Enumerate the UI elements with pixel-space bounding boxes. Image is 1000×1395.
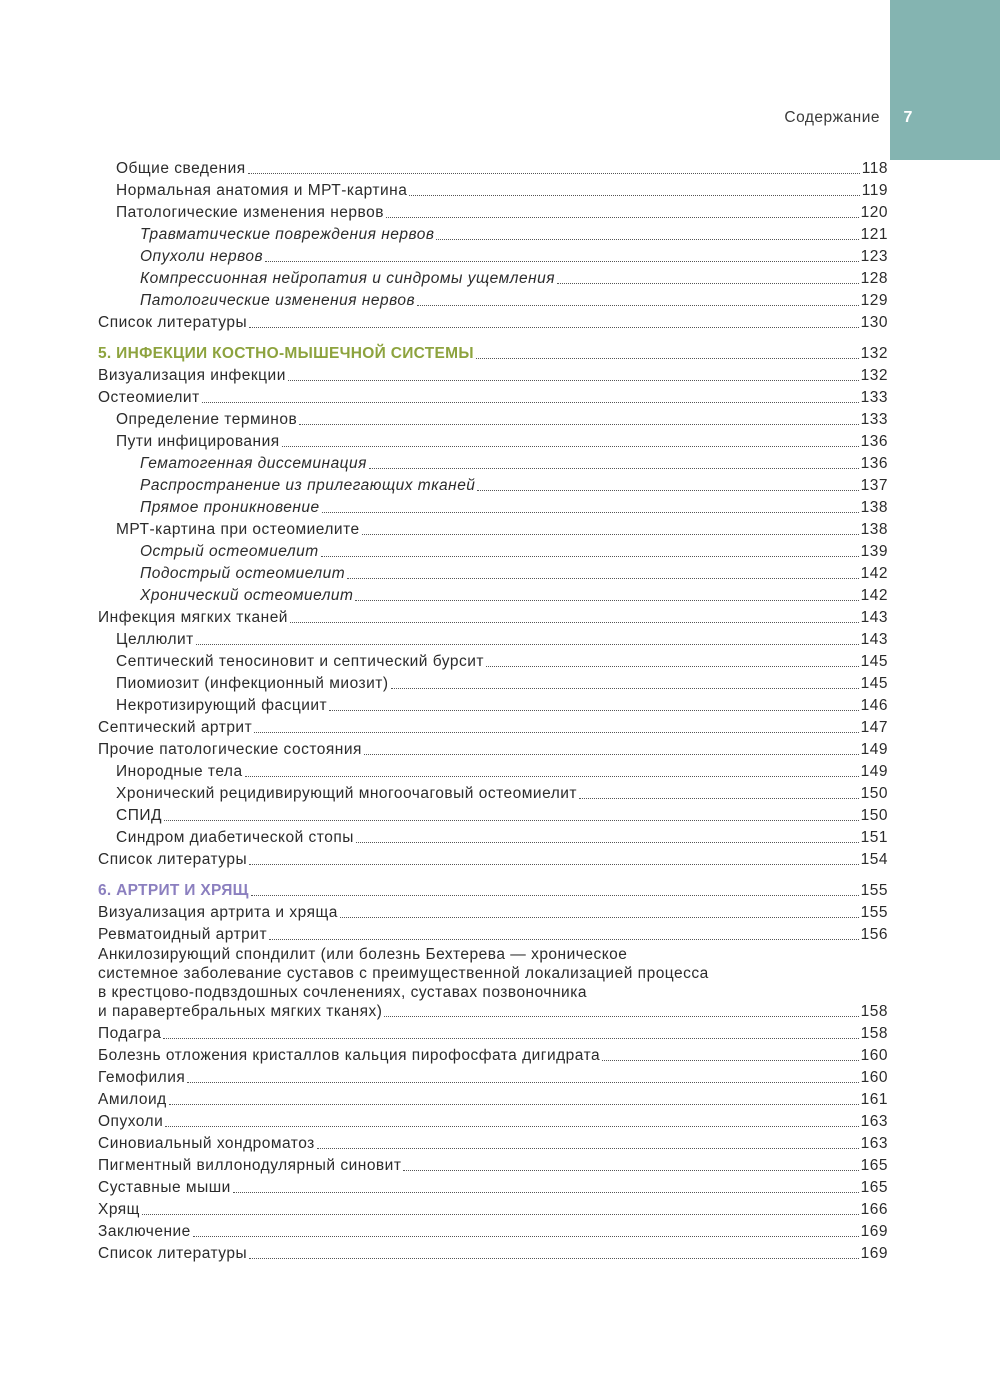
toc-entry-title: Опухоли нервов bbox=[140, 248, 264, 265]
dot-leader bbox=[364, 754, 859, 755]
dot-leader bbox=[299, 424, 858, 425]
toc-entry-multiline[interactable] bbox=[98, 945, 888, 1022]
dot-leader bbox=[347, 578, 858, 579]
toc-entry-title: Острый остеомиелит bbox=[140, 543, 319, 560]
toc-entry-title: Хронический остеомиелит bbox=[140, 587, 354, 604]
toc-page-number: 129 bbox=[860, 292, 888, 309]
toc-entry-title: Инфекция мягких тканей bbox=[98, 609, 288, 626]
toc-entry[interactable] bbox=[98, 1176, 888, 1198]
toc-entry-line: и паравертебральных мягких тканях) bbox=[98, 1003, 383, 1020]
toc-entry[interactable] bbox=[98, 1220, 888, 1242]
toc-entry[interactable] bbox=[98, 201, 888, 223]
toc-entry-title: Суставные мыши bbox=[98, 1179, 231, 1196]
toc-entry-title: Список литературы bbox=[98, 851, 248, 868]
dot-leader bbox=[269, 939, 859, 940]
toc-entry-title: Определение терминов bbox=[116, 411, 298, 428]
toc-entry-title: Амилоид bbox=[98, 1091, 167, 1108]
toc-page-number: 133 bbox=[860, 389, 888, 406]
dot-leader bbox=[369, 468, 859, 469]
toc-entry[interactable] bbox=[98, 289, 888, 311]
toc-page-number: 138 bbox=[860, 499, 888, 516]
toc-page-number: 139 bbox=[860, 543, 888, 560]
toc-page-number: 156 bbox=[860, 926, 888, 943]
toc-page-number: 155 bbox=[860, 882, 888, 899]
toc-entry-title: 5. ИНФЕКЦИИ КОСТНО-МЫШЕЧНОЙ СИСТЕМЫ bbox=[98, 345, 474, 362]
toc-entry-title: Нормальная анатомия и МРТ-картина bbox=[116, 182, 408, 199]
toc-page-number: 137 bbox=[860, 477, 888, 494]
toc-entry[interactable] bbox=[98, 1198, 888, 1220]
dot-leader bbox=[340, 917, 859, 918]
toc-page-number: 150 bbox=[860, 807, 888, 824]
dot-leader bbox=[391, 688, 859, 689]
toc-page-number: 158 bbox=[860, 1025, 888, 1042]
toc-entry-title: Хрящ bbox=[98, 1201, 140, 1218]
toc-page-number: 121 bbox=[860, 226, 888, 243]
toc-entry-title: Общие сведения bbox=[116, 160, 246, 177]
toc-page-number: 154 bbox=[860, 851, 888, 868]
toc-entry[interactable] bbox=[98, 408, 888, 430]
toc-page-number: 120 bbox=[860, 204, 888, 221]
dot-leader bbox=[233, 1192, 859, 1193]
dot-leader bbox=[249, 327, 858, 328]
toc-entry[interactable] bbox=[98, 562, 888, 584]
toc-entry-title: Патологические изменения нервов bbox=[140, 292, 416, 309]
toc-page-number: 143 bbox=[860, 609, 888, 626]
dot-leader bbox=[282, 446, 859, 447]
toc-page-number: 136 bbox=[860, 455, 888, 472]
toc-entry[interactable] bbox=[98, 650, 888, 672]
toc-page-number: 169 bbox=[860, 1245, 888, 1262]
toc-page-number: 161 bbox=[860, 1091, 888, 1108]
dot-leader bbox=[579, 798, 859, 799]
toc-entry-title: Инородные тела bbox=[116, 763, 243, 780]
toc-entry-title: Пути инфицирования bbox=[116, 433, 280, 450]
toc-entry-title: МРТ-картина при остеомиелите bbox=[116, 521, 360, 538]
dot-leader bbox=[355, 600, 858, 601]
toc-page-number: 145 bbox=[860, 675, 888, 692]
toc-page-number: 149 bbox=[860, 741, 888, 758]
toc-entry[interactable] bbox=[98, 804, 888, 826]
dot-leader bbox=[248, 173, 860, 174]
toc-entry[interactable] bbox=[98, 738, 888, 760]
toc-entry[interactable] bbox=[98, 157, 888, 179]
toc-entry[interactable] bbox=[98, 245, 888, 267]
toc-page-number: 138 bbox=[860, 521, 888, 538]
dot-leader bbox=[356, 842, 859, 843]
dot-leader bbox=[602, 1060, 859, 1061]
toc-entry-title: Список литературы bbox=[98, 314, 248, 331]
toc-page-number: 160 bbox=[860, 1069, 888, 1086]
toc-entry[interactable] bbox=[98, 606, 888, 628]
toc-page-number: 160 bbox=[860, 1047, 888, 1064]
toc-entry-title: Пигментный виллонодулярный синовит bbox=[98, 1157, 402, 1174]
dot-leader bbox=[386, 217, 859, 218]
toc-page-number: 136 bbox=[860, 433, 888, 450]
running-title: Содержание bbox=[784, 109, 880, 126]
toc-entry[interactable] bbox=[98, 474, 888, 496]
toc-entry[interactable] bbox=[98, 760, 888, 782]
toc-entry-title: Хронический рецидивирующий многоочаговый остеомиелит bbox=[116, 785, 577, 802]
toc-entry-title: Травматические повреждения нервов bbox=[140, 226, 435, 243]
toc-entry-title: Компрессионная нейропатия и синдромы ущемления bbox=[140, 270, 556, 287]
toc-entry-title: Целлюлит bbox=[116, 631, 194, 648]
toc-entry[interactable] bbox=[98, 179, 888, 201]
toc-entry[interactable] bbox=[98, 223, 888, 245]
dot-leader bbox=[384, 1016, 858, 1017]
toc-entry-title: Синовиальный хондроматоз bbox=[98, 1135, 315, 1152]
toc-entry[interactable] bbox=[98, 923, 888, 945]
dot-leader bbox=[317, 1148, 859, 1149]
toc-page-number: 149 bbox=[860, 763, 888, 780]
toc-entry[interactable] bbox=[98, 311, 888, 333]
toc-entry[interactable] bbox=[98, 1242, 888, 1264]
toc-entry-title: Список литературы bbox=[98, 1245, 248, 1262]
toc-entry-title: Остеомиелит bbox=[98, 389, 200, 406]
toc-entry-title: Прочие патологические состояния bbox=[98, 741, 362, 758]
toc-page-number: 151 bbox=[860, 829, 888, 846]
dot-leader bbox=[249, 864, 858, 865]
dot-leader bbox=[251, 895, 859, 896]
toc-entry[interactable] bbox=[98, 848, 888, 870]
dot-leader bbox=[290, 622, 859, 623]
toc-entry[interactable] bbox=[98, 826, 888, 848]
dot-leader bbox=[321, 556, 859, 557]
toc-page-number: 169 bbox=[860, 1223, 888, 1240]
toc-entry[interactable] bbox=[98, 782, 888, 804]
dot-leader bbox=[486, 666, 859, 667]
toc-page-number: 128 bbox=[860, 270, 888, 287]
toc-entry-title: Ревматоидный артрит bbox=[98, 926, 268, 943]
toc-entry[interactable] bbox=[98, 452, 888, 474]
toc-entry[interactable] bbox=[98, 1066, 888, 1088]
dot-leader bbox=[265, 261, 859, 262]
toc-entry[interactable] bbox=[98, 628, 888, 650]
toc-page-number: 165 bbox=[860, 1157, 888, 1174]
toc-page-number: 118 bbox=[861, 160, 888, 177]
toc-page-number: 130 bbox=[860, 314, 888, 331]
toc-entry-title: Заключение bbox=[98, 1223, 191, 1240]
toc-entry[interactable] bbox=[98, 694, 888, 716]
dot-leader bbox=[193, 1236, 859, 1237]
dot-leader bbox=[187, 1082, 858, 1083]
dot-leader bbox=[164, 820, 859, 821]
table-of-contents bbox=[98, 157, 888, 1264]
toc-entry[interactable] bbox=[98, 1110, 888, 1132]
toc-page-number: 132 bbox=[860, 345, 888, 362]
toc-entry-title: Визуализация инфекции bbox=[98, 367, 286, 384]
chapter-heading-5[interactable] bbox=[98, 340, 888, 364]
dot-leader bbox=[362, 534, 859, 535]
dot-leader bbox=[169, 1104, 859, 1105]
toc-entry-title: Септический теносиновит и септический бурсит bbox=[116, 653, 485, 670]
toc-page-number: 132 bbox=[860, 367, 888, 384]
toc-entry[interactable] bbox=[98, 364, 888, 386]
toc-entry-title: Прямое проникновение bbox=[140, 499, 320, 516]
toc-entry[interactable] bbox=[98, 901, 888, 923]
dot-leader bbox=[417, 305, 859, 306]
dot-leader bbox=[254, 732, 858, 733]
dot-leader bbox=[476, 358, 859, 359]
toc-entry[interactable] bbox=[98, 496, 888, 518]
dot-leader bbox=[249, 1258, 858, 1259]
toc-entry[interactable] bbox=[98, 430, 888, 452]
toc-entry-title: Пиомиозит (инфекционный миозит) bbox=[116, 675, 389, 692]
dot-leader bbox=[165, 1126, 858, 1127]
dot-leader bbox=[142, 1214, 859, 1215]
toc-entry-title: Болезнь отложения кристаллов кальция пирофосфата дигидрата bbox=[98, 1047, 601, 1064]
toc-page-number: 142 bbox=[860, 587, 888, 604]
dot-leader bbox=[557, 283, 859, 284]
toc-entry-title: Подагра bbox=[98, 1025, 162, 1042]
dot-leader bbox=[477, 490, 858, 491]
page-number: 7 bbox=[903, 109, 913, 126]
toc-entry-line: Анкилозирующий спондилит (или болезнь Бехтерева — хроническое bbox=[98, 946, 628, 963]
toc-entry-title: Септический артрит bbox=[98, 719, 253, 736]
toc-page-number: 133 bbox=[860, 411, 888, 428]
toc-page-number: 147 bbox=[860, 719, 888, 736]
dot-leader bbox=[409, 195, 859, 196]
toc-page-number: 143 bbox=[860, 631, 888, 648]
toc-entry[interactable] bbox=[98, 672, 888, 694]
dot-leader bbox=[403, 1170, 858, 1171]
toc-page-number: 163 bbox=[860, 1113, 888, 1130]
chapter-heading-6[interactable] bbox=[98, 877, 888, 901]
dot-leader bbox=[329, 710, 858, 711]
toc-page-number: 123 bbox=[860, 248, 888, 265]
toc-page-number: 166 bbox=[860, 1201, 888, 1218]
toc-page-number: 158 bbox=[860, 1003, 888, 1020]
toc-entry[interactable] bbox=[98, 386, 888, 408]
toc-entry[interactable] bbox=[98, 518, 888, 540]
toc-page-number: 155 bbox=[860, 904, 888, 921]
toc-entry[interactable] bbox=[98, 1132, 888, 1154]
toc-entry-title: Распространение из прилегающих тканей bbox=[140, 477, 476, 494]
toc-page-number: 165 bbox=[860, 1179, 888, 1196]
toc-entry[interactable] bbox=[98, 1044, 888, 1066]
dot-leader bbox=[163, 1038, 858, 1039]
toc-entry[interactable] bbox=[98, 716, 888, 738]
toc-entry-title: Опухоли bbox=[98, 1113, 164, 1130]
toc-entry[interactable] bbox=[98, 1088, 888, 1110]
toc-entry[interactable] bbox=[98, 540, 888, 562]
toc-entry-line: в крестцово-подвздошных сочленениях, суставах позвоночника bbox=[98, 984, 587, 1001]
toc-entry-title: Гематогенная диссеминация bbox=[140, 455, 367, 472]
toc-entry-title: 6. АРТРИТ И ХРЯЩ bbox=[98, 882, 249, 899]
toc-entry[interactable] bbox=[98, 1154, 888, 1176]
toc-entry-title: Некротизирующий фасциит bbox=[116, 697, 328, 714]
page-tab bbox=[890, 0, 1000, 160]
toc-page-number: 146 bbox=[860, 697, 888, 714]
toc-page-number: 119 bbox=[861, 182, 888, 199]
dot-leader bbox=[196, 644, 859, 645]
toc-page-number: 142 bbox=[860, 565, 888, 582]
toc-entry-title: Синдром диабетической стопы bbox=[116, 829, 354, 846]
dot-leader bbox=[322, 512, 859, 513]
dot-leader bbox=[202, 402, 859, 403]
toc-entry-title: Визуализация артрита и хряща bbox=[98, 904, 338, 921]
dot-leader bbox=[288, 380, 859, 381]
toc-page-number: 150 bbox=[860, 785, 888, 802]
dot-leader bbox=[245, 776, 859, 777]
dot-leader bbox=[436, 239, 858, 240]
toc-entry-title: Подострый остеомиелит bbox=[140, 565, 346, 582]
toc-page-number: 145 bbox=[860, 653, 888, 670]
toc-entry[interactable] bbox=[98, 1022, 888, 1044]
toc-entry-line: системное заболевание суставов с преимущественной локализацией процесса bbox=[98, 965, 709, 982]
toc-entry-title: Гемофилия bbox=[98, 1069, 186, 1086]
toc-entry[interactable] bbox=[98, 584, 888, 606]
toc-entry[interactable] bbox=[98, 267, 888, 289]
toc-entry-title: СПИД bbox=[116, 807, 162, 824]
toc-page-number: 163 bbox=[860, 1135, 888, 1152]
toc-entry-title: Патологические изменения нервов bbox=[116, 204, 384, 221]
